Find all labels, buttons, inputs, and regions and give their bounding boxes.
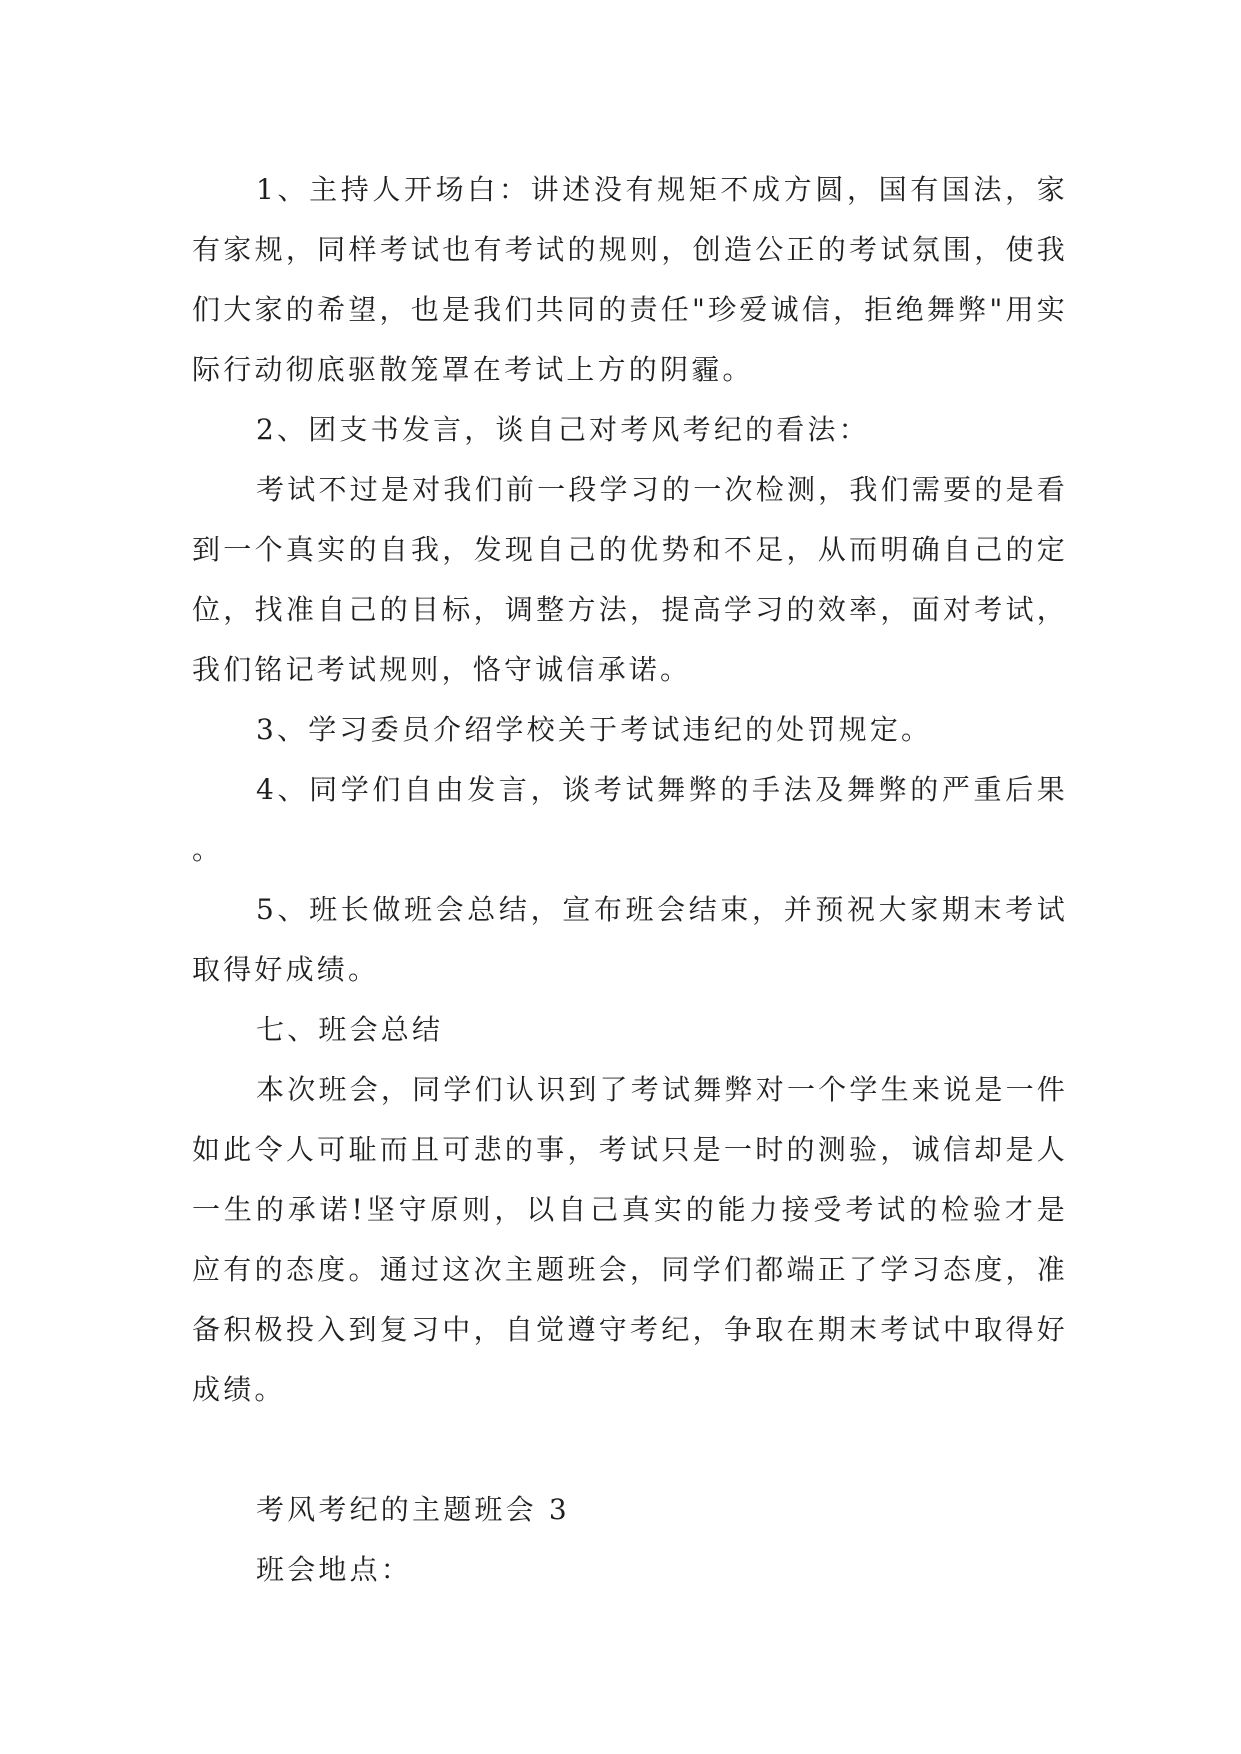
paragraph-free-speech: 4、同学们自由发言，谈考试舞弊的手法及舞弊的严重后果。 [192,773,1068,866]
section-heading-summary: 七、班会总结 [256,1013,444,1046]
field-meeting-location: 班会地点： [256,1553,413,1586]
paragraph-study-committee: 3、学习委员介绍学校关于考试违纪的处罚规定。 [256,713,933,746]
section-title-meeting-3: 考风考纪的主题班会 3 [256,1493,570,1526]
paragraph-league-secretary: 2、团支书发言，谈自己对考风考纪的看法： [256,413,870,446]
document-body [192,160,1068,1600]
paragraph-opening-remarks: 1、主持人开场白：讲述没有规矩不成方圆，国有国法，家有家规，同样考试也有考试的规则，创造公正的考试氛围，使我们大家的希望，也是我们共同的责任"珍爱诚信，拒绝舞弊"用实际行动彻底驱散笼罩在考试上方的阴霾。 [192,173,1068,386]
paragraph-meeting-summary: 本次班会，同学们认识到了考试舞弊对一个学生来说是一件如此令人可耻而且可悲的事，考试只是一时的测验，诚信却是人一生的承诺!坚守原则，以自己真实的能力接受考试的检验才是应有的态度。通过这次主题班会，同学们都端正了学习态度，准备积极投入到复习中，自觉遵守考纪，争取在期末考试中取得好成绩。 [192,1073,1068,1406]
paragraph-monitor-summary: 5、班长做班会总结，宣布班会结束，并预祝大家期末考试取得好成绩。 [192,893,1068,986]
section-spacer [192,1420,1068,1480]
paragraph-exam-purpose: 考试不过是对我们前一段学习的一次检测，我们需要的是看到一个真实的自我，发现自己的优势和不足，从而明确自己的定位，找准自己的目标，调整方法，提高学习的效率，面对考试，我们铭记考试规则，恪守诚信承诺。 [192,473,1068,686]
